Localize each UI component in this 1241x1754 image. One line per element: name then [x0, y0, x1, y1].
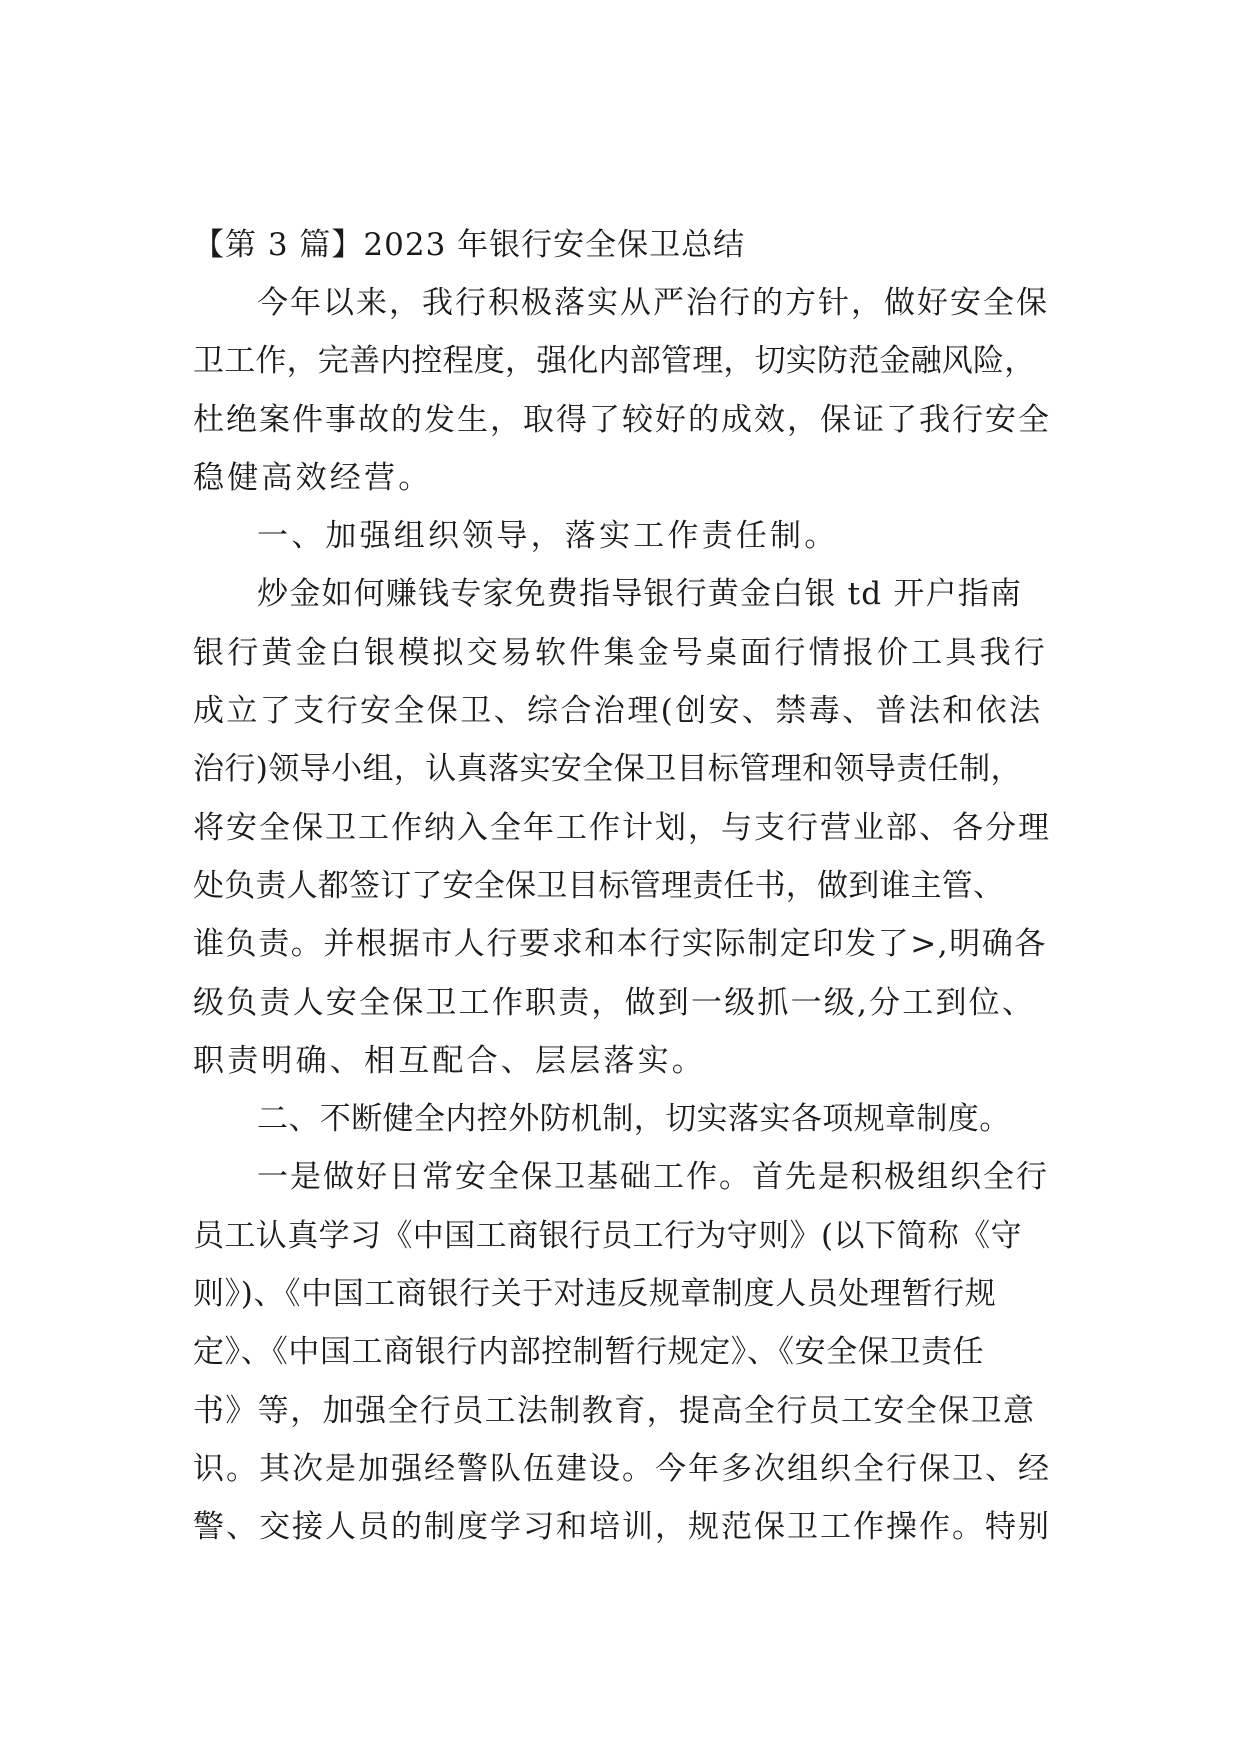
paragraph-line: 炒金如何赚钱专家免费指导银行黄金白银 td 开户指南 — [257, 576, 1023, 613]
section-heading: 一、加强组织领导，落实工作责任制。 — [257, 518, 839, 555]
document-title: 【第 3 篇】2023 年银行安全保卫总结 — [193, 227, 746, 263]
paragraph-line: 处负责人都签订了安全保卫目标管理责任书，做到谁主管、 — [193, 867, 1005, 904]
paragraph-line: 今年以来，我行积极落实从严治行的方针，做好安全保 — [257, 285, 1049, 321]
section-heading: 二、不断健全内控外防机制，切实落实各项规章制度。 — [257, 1101, 1011, 1138]
paragraph-line: 谁负责。并根据市人行要求和本行实际制定印发了>,明确各 — [193, 926, 1048, 963]
paragraph-line: 员工认真学习《中国工商银行员工行为守则》(以下简称《守 — [193, 1217, 1022, 1254]
paragraph-line: 卫工作，完善内控程度，强化内部管理，切实防范金融风险， — [193, 343, 1036, 380]
paragraph-line: 稳健高效经营。 — [193, 459, 433, 496]
paragraph-line: 治行)领导小组，认真落实安全保卫目标管理和领导责任制， — [193, 751, 1022, 788]
paragraph-line: 定》、《中国工商银行内部控制暂行规定》、《安全保卫责任 — [193, 1334, 985, 1371]
paragraph-line: 一是做好日常安全保卫基础工作。首先是积极组织全行 — [257, 1159, 1049, 1196]
paragraph-line: 则》)、《中国工商银行关于对违反规章制度人员处理暂行规 — [193, 1276, 997, 1313]
document-body — [193, 216, 1051, 1557]
paragraph-line: 将安全保卫工作纳入全年工作计划，与支行营业部、各分理 — [193, 809, 1051, 846]
paragraph-line: 杜绝案件事故的发生，取得了较好的成效，保证了我行安全 — [193, 401, 1051, 438]
paragraph-line: 银行黄金白银模拟交易软件集金号桌面行情报价工具我行 — [193, 634, 1048, 671]
paragraph-line: 职责明确、相互配合、层层落实。 — [193, 1042, 706, 1079]
paragraph-line: 警、交接人员的制度学习和培训，规范保卫工作操作。特别 — [193, 1509, 1051, 1546]
paragraph-line: 成立了支行安全保卫、综合治理(创安、禁毒、普法和依法 — [193, 693, 1043, 730]
paragraph-line: 级负责人安全保卫工作职责，做到一级抓一级,分工到位、 — [193, 984, 1036, 1021]
paragraph-line: 识。其次是加强经警队伍建设。今年多次组织全行保卫、经 — [193, 1450, 1051, 1487]
paragraph-line: 书》等，加强全行员工法制教育，提高全行员工安全保卫意 — [193, 1392, 1036, 1429]
